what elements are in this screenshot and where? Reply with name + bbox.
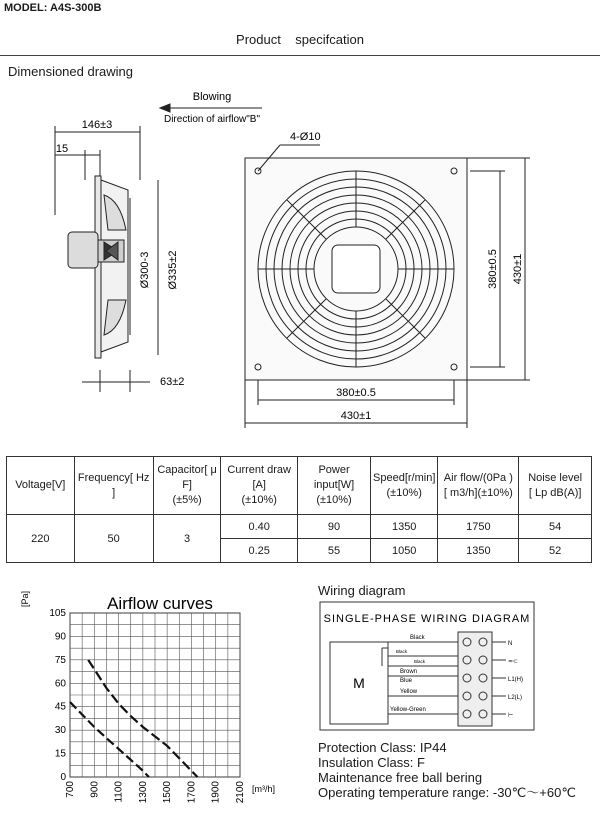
x-tick-label: 1900 [210, 781, 222, 804]
dim-146: 146±3 [81, 119, 113, 131]
header-speed: Speed[r/min] (±10%) [371, 457, 438, 515]
y-tick-label: 15 [54, 748, 66, 760]
dim-335: Ø335±2 [167, 250, 179, 290]
model-label: MODEL: A4S-300B [4, 2, 102, 14]
x-tick-label: 2100 [235, 781, 246, 804]
cell-speed: 1050 [371, 539, 438, 563]
terminal-label: L1(H) [508, 677, 524, 683]
terminal-label: N [508, 641, 513, 647]
dim-300: Ø300-3 [139, 251, 151, 289]
y-tick-label: 90 [54, 631, 66, 643]
blowing-label: Blowing [192, 91, 232, 103]
airflow-direction-label: Direction of airflow"B" [163, 114, 261, 125]
chart-title: Airflow curves [107, 594, 213, 613]
cell-speed: 1350 [371, 515, 438, 539]
wire-label: Yellow-Green [390, 707, 426, 713]
dim-430-vertical: 430±1 [512, 253, 524, 285]
protection-class: Protection Class: IP44 [318, 740, 447, 755]
wire-label: Yellow [400, 689, 418, 695]
airflow-arrow-head [160, 104, 170, 112]
spec-table-header-row [7, 457, 592, 515]
terminal-label: L2(L) [508, 695, 523, 701]
terminal-label: ⊢ [508, 713, 514, 719]
dim-380-horizontal: 380±0.5 [336, 387, 376, 399]
x-tick-label: 700 [65, 781, 76, 798]
y-tick-label: 30 [54, 725, 66, 737]
cell-airflow: 1750 [438, 515, 519, 539]
spec-table [6, 456, 592, 563]
wiring-box-title: SINGLE-PHASE WIRING DIAGRAM [323, 613, 531, 625]
wiring-diagram [318, 600, 538, 732]
cell-frequency: 50 [74, 515, 153, 563]
dim-15: 15 [55, 143, 69, 155]
wire-label: Black [410, 635, 425, 641]
header-current: Current draw [A] (±10%) [221, 457, 298, 515]
spec-lines [318, 740, 576, 800]
dim-4-holes: 4-Ø10 [290, 131, 321, 143]
x-tick-label: 900 [89, 781, 101, 798]
wire-label-small: Black [396, 649, 408, 654]
y-tick-label: 60 [54, 678, 66, 690]
wire-label: Brown [400, 669, 418, 675]
header-divider [0, 55, 600, 56]
wire-label: Blue [400, 678, 413, 684]
center-hub [332, 245, 380, 293]
header-frequency: Frequency[ Hz ] [74, 457, 153, 515]
y-tick-labels [49, 608, 66, 783]
x-axis-unit: [m³/h] [252, 784, 276, 794]
header-airflow: Air flow/(0Pa ) [ m3/h](±10%) [438, 457, 519, 515]
x-tick-label: 1100 [113, 781, 125, 803]
cell-power: 55 [298, 539, 371, 563]
cell-power: 90 [298, 515, 371, 539]
dim-430-horizontal: 430±1 [340, 410, 372, 422]
side-motor [68, 232, 98, 268]
header-voltage: Voltage[V] [7, 457, 75, 515]
temperature-range: Operating temperature range: -30℃～+60℃ [318, 785, 576, 800]
x-tick-label: 1700 [186, 781, 198, 804]
x-tick-label: 1300 [137, 781, 149, 804]
y-tick-label: 45 [54, 701, 66, 713]
cell-current: 0.40 [221, 515, 298, 539]
y-tick-label: 0 [60, 772, 66, 783]
motor-label: M [353, 675, 365, 691]
cell-noise: 52 [519, 539, 592, 563]
header-power: Power input[W] (±10%) [298, 457, 371, 515]
header-capacitor: Capacitor[ μ F] (±5%) [153, 457, 221, 515]
insulation-class: Insulation Class: F [318, 755, 425, 770]
y-tick-label: 105 [49, 608, 66, 619]
airflow-chart [0, 585, 300, 815]
maintenance-note: Maintenance free ball bering [318, 770, 483, 785]
wiring-diagram-label: Wiring diagram [318, 583, 406, 598]
cell-airflow: 1350 [438, 539, 519, 563]
chart-grid [70, 613, 240, 777]
y-tick-label: 75 [54, 654, 66, 666]
dimensioned-drawing-label: Dimensioned drawing [8, 64, 134, 79]
table-row [7, 515, 592, 539]
header-noise: Noise level [ Lp dB(A)] [519, 457, 592, 515]
dim-63: 63±2 [160, 376, 185, 388]
cell-capacitor: 3 [153, 515, 221, 563]
cell-current: 0.25 [221, 539, 298, 563]
y-axis-unit: [Pa] [20, 590, 30, 608]
series-line-1 [70, 702, 149, 777]
dim-380-vertical: 380±0.5 [487, 249, 499, 289]
x-tick-labels [65, 781, 246, 804]
page-title: Product specifcation [236, 32, 364, 47]
cell-noise: 54 [519, 515, 592, 539]
terminal-label: ≂⊂ [508, 659, 519, 665]
x-tick-label: 1500 [162, 781, 174, 804]
wire-label-small: Black [414, 659, 426, 664]
cell-voltage: 220 [7, 515, 75, 563]
dimensioned-drawing [0, 80, 600, 450]
